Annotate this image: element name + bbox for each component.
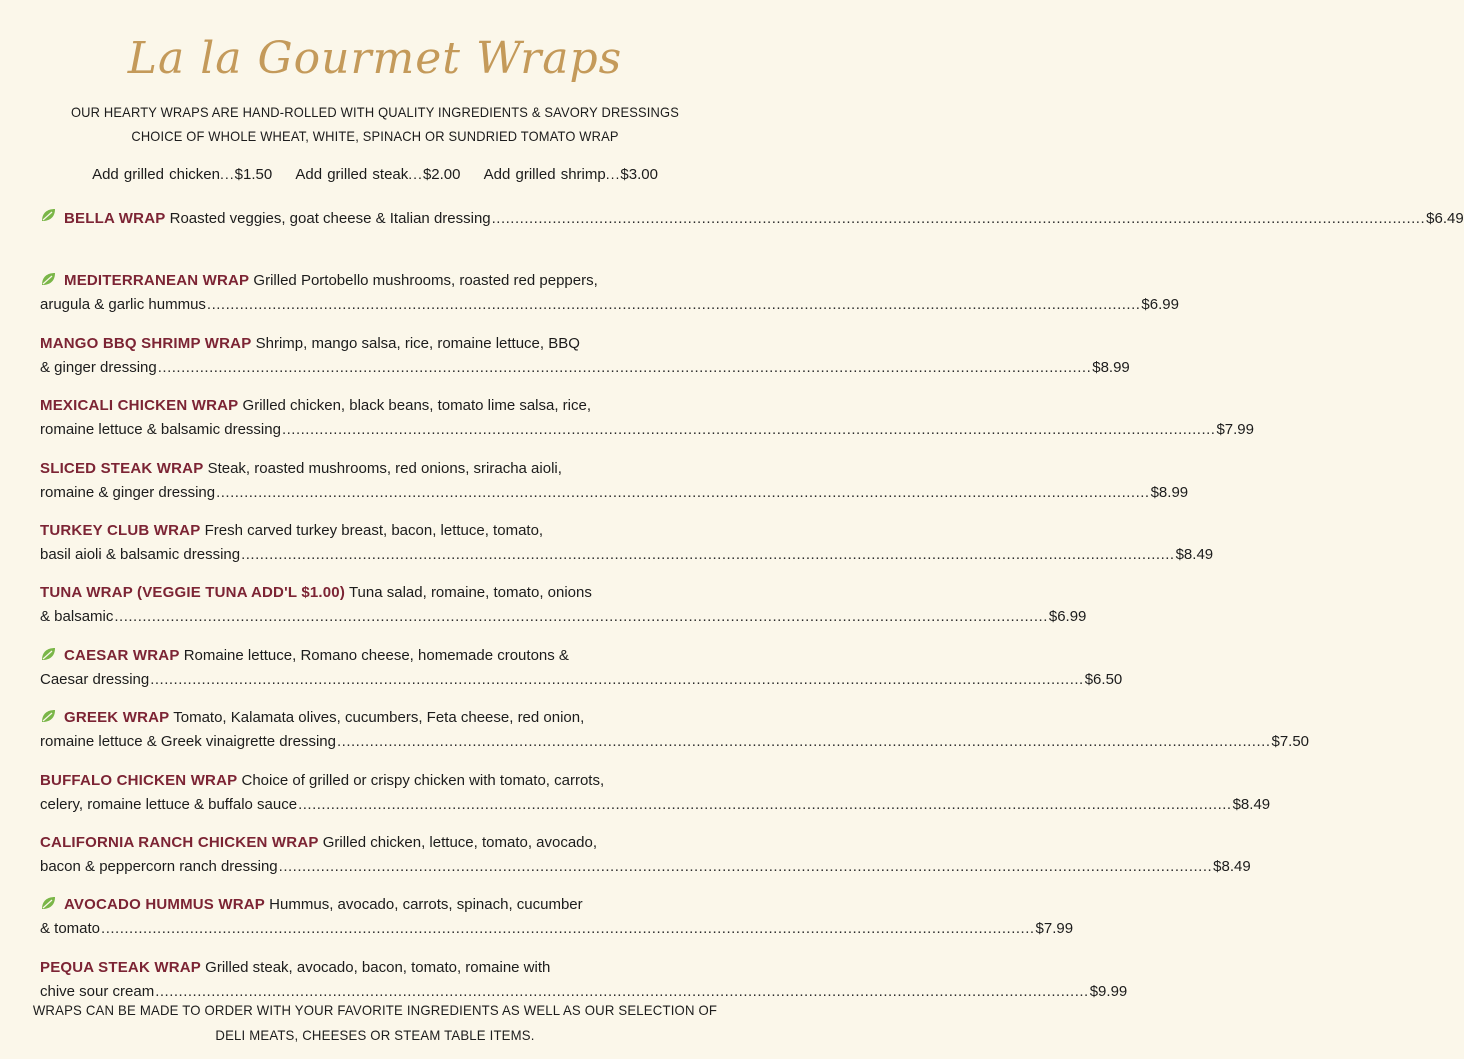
menu-item [40,207,1464,269]
item-line-2 [40,730,1310,754]
addon-price: $1.50 [234,166,273,183]
item-name: GREEK WRAP [64,709,170,727]
wrap-menu-list [40,207,1464,1018]
leader-dots: ........................................................................................................................................................................................................ [206,296,1141,314]
addon-steak [295,166,460,183]
item-description-cont: chive sour cream [40,982,155,1000]
item-line-2 [40,543,1214,567]
item-price: $9.99 [1089,982,1128,1000]
item-name: CAESAR WRAP [64,646,180,664]
item-description: Roasted veggies, goat cheese & Italian dressing [165,210,491,227]
item-line-1 [40,581,722,605]
item-line-2 [40,855,1251,879]
item-price: $6.50 [1084,670,1123,688]
item-description-cont: & balsamic [40,608,114,626]
footer-line-1: WRAPS CAN BE MADE TO ORDER WITH YOUR FAVORITE INGREDIENTS AS WELL AS OUR SELECTION OF [32,1002,718,1018]
addon-options [0,166,750,183]
leader-dots: ........................................................................................................................................................................................................ [491,210,1426,227]
item-description: Fresh carved turkey breast, bacon, lettuce, tomato, [200,521,544,539]
vegetarian-leaf-icon [40,895,56,911]
item-price: $8.49 [1232,795,1271,813]
item-description: Grilled chicken, lettuce, tomato, avocado, [318,833,598,851]
menu-item [40,893,1074,955]
leader-dots: ... [408,166,423,182]
item-price: $8.49 [1175,545,1214,563]
item-line-1 [40,831,722,855]
item-description: Steak, roasted mushrooms, red onions, sriracha aioli, [203,459,562,477]
leader-dots: ........................................................................................................................................................................................................ [298,795,1232,813]
menu-item [40,394,1254,456]
item-description: Grilled chicken, black beans, tomato lime salsa, rice, [238,397,592,415]
leader-dots: ... [219,166,235,182]
item-price: $7.99 [1216,421,1254,439]
addon-label: Add grilled shrimp [483,166,606,183]
menu-item [40,644,1123,706]
item-description: Romaine lettuce, Romano cheese, homemade croutons & [179,646,569,664]
item-name: TUNA WRAP (VEGGIE TUNA ADD'L $1.00) [40,584,346,602]
addon-label: Add grilled steak [295,166,409,183]
vegetarian-leaf-icon [40,708,56,724]
item-price: $8.99 [1150,483,1189,501]
item-description: Choice of grilled or crispy chicken with tomato, carrots, [237,771,605,789]
item-line-2 [40,418,1254,442]
leader-dots: ........................................................................................................................................................................................................ [241,545,1175,563]
item-line-2 [40,605,1087,629]
item-name: MEXICALI CHICKEN WRAP [40,397,239,415]
menu-item [40,706,1310,768]
menu-item [40,831,1251,893]
item-line-1 [40,332,722,356]
vegetarian-leaf-icon [40,207,56,223]
leader-dots: ........................................................................................................................................................................................................ [114,608,1048,626]
item-line-2 [40,793,1271,817]
menu-item [40,519,1214,581]
subtitle-line-2: CHOICE OF WHOLE WHEAT, WHITE, SPINACH OR SUNDRIED TOMATO WRAP [131,128,619,144]
item-line-1 [40,457,722,481]
leader-dots: ........................................................................................................................................................................................................ [281,421,1216,439]
item-description-cont: romaine lettuce & balsamic dressing [40,421,281,439]
item-line-1 [40,207,1464,231]
item-description: Tuna salad, romaine, tomato, onions [345,584,592,602]
item-name: BELLA WRAP [64,210,166,227]
item-description-cont: romaine & ginger dressing [40,483,216,501]
item-price: $7.99 [1035,920,1074,938]
footer-line-2: DELI MEATS, CHEESES OR STEAM TABLE ITEMS. [215,1027,535,1043]
item-name: MEDITERRANEAN WRAP [64,272,250,290]
item-line-1 [40,519,722,543]
item-name: BUFFALO CHICKEN WRAP [40,771,238,789]
item-line-2 [40,481,1189,505]
item-name: TURKEY CLUB WRAP [40,521,201,539]
item-line-1 [40,893,722,917]
addon-label: Add grilled chicken [92,166,220,183]
subtitle-line-1: OUR HEARTY WRAPS ARE HAND-ROLLED WITH QUALITY INGREDIENTS & SAVORY DRESSINGS [70,104,680,120]
item-line-1 [40,394,722,418]
menu-item [40,457,1189,519]
item-line-1 [40,644,722,668]
leader-dots: ........................................................................................................................................................................................................ [155,982,1089,1000]
item-line-2 [40,293,1179,317]
vegetarian-leaf-icon [40,646,56,662]
addon-chicken [92,166,272,183]
leader-dots: ........................................................................................................................................................................................................ [278,857,1213,875]
item-line-1 [40,269,722,293]
addon-shrimp [484,166,658,183]
item-description-cont: romaine lettuce & Greek vinaigrette dressing [40,733,336,751]
leader-dots: ........................................................................................................................................................................................................ [216,483,1150,501]
item-description-cont: arugula & garlic hummus [40,296,206,314]
item-name: SLICED STEAK WRAP [40,459,204,477]
item-description-cont: & ginger dressing [40,358,157,376]
item-description-cont: & tomato [40,920,101,938]
item-name: MANGO BBQ SHRIMP WRAP [40,334,252,352]
item-description-cont: bacon & peppercorn ranch dressing [40,857,278,875]
item-price: $6.99 [1048,608,1087,626]
item-description: Hummus, avocado, carrots, spinach, cucumber [265,896,583,914]
addon-price: $3.00 [620,166,658,183]
menu-item [40,269,1179,331]
item-price: $6.99 [1141,296,1179,314]
leader-dots: ........................................................................................................................................................................................................ [336,733,1271,751]
addon-price: $2.00 [422,166,461,183]
item-line-1 [40,956,722,980]
item-description: Shrimp, mango salsa, rice, romaine lettuce, BBQ [251,334,580,352]
item-price: $6.49 [1426,210,1464,227]
menu-item [40,332,1130,394]
item-name: CALIFORNIA RANCH CHICKEN WRAP [40,833,319,851]
menu-title: La la Gourmet Wraps [127,33,623,84]
item-name: AVOCADO HUMMUS WRAP [64,896,266,914]
item-line-1 [40,769,722,793]
item-description: Grilled Portobello mushrooms, roasted red peppers, [249,272,598,290]
item-description-cont: Caesar dressing [40,670,150,688]
item-price: $8.49 [1213,857,1251,875]
item-line-2 [40,668,1123,692]
item-name: PEQUA STEAK WRAP [40,958,201,976]
item-line-1 [40,706,722,730]
menu-item [40,581,1087,643]
item-price: $8.99 [1092,358,1130,376]
item-description: Tomato, Kalamata olives, cucumbers, Feta cheese, red onion, [169,709,585,727]
leader-dots: ........................................................................................................................................................................................................ [101,920,1035,938]
item-description-cont: celery, romaine lettuce & buffalo sauce [40,795,298,813]
item-line-2 [40,356,1130,380]
leader-dots: ........................................................................................................................................................................................................ [150,670,1084,688]
leader-dots: ........................................................................................................................................................................................................ [157,358,1092,376]
footer-note [23,998,728,1048]
item-price: $7.50 [1271,733,1310,751]
vegetarian-leaf-icon [40,271,56,287]
item-line-2 [40,917,1074,941]
item-description: Grilled steak, avocado, bacon, tomato, romaine with [201,958,551,976]
menu-item [40,769,1271,831]
item-description-cont: basil aioli & balsamic dressing [40,545,241,563]
leader-dots: ... [605,166,621,182]
